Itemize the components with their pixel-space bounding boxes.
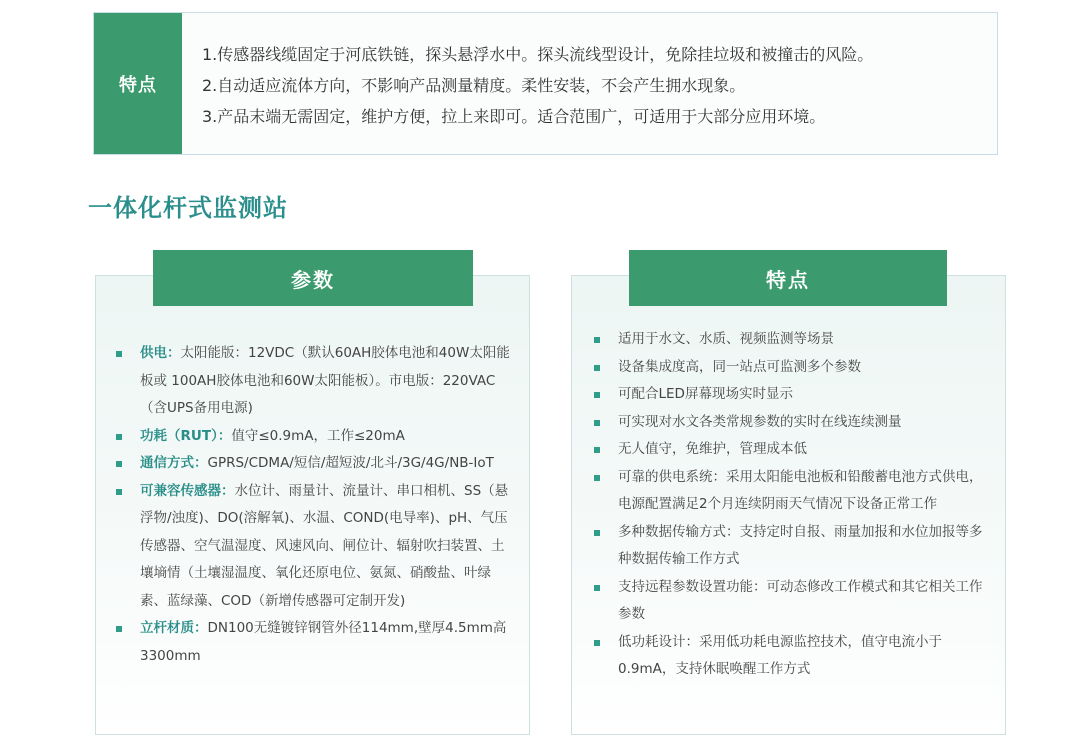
- feature-item: [590, 381, 993, 409]
- square-bullet-icon: [594, 640, 600, 646]
- square-bullet-icon: [594, 530, 600, 536]
- params-list: [114, 340, 517, 670]
- param-key: 可兼容传感器：: [140, 482, 235, 499]
- param-key: 供电：: [140, 345, 181, 361]
- square-bullet-icon: [594, 365, 600, 371]
- feature-text: 支持远程参数设置功能：可动态修改工作模式和其它相关工作参数: [618, 578, 983, 622]
- top-features-lines: [202, 39, 987, 132]
- param-item: [114, 450, 517, 478]
- param-key: 功耗（RUT）：: [140, 427, 232, 444]
- params-panel: [95, 267, 530, 735]
- section-title: 一体化杆式监测站: [88, 194, 288, 222]
- param-value: GPRS/CDMA/短信/超短波/北斗/3G/4G/NB-IoT: [207, 455, 494, 471]
- param-item: [114, 478, 517, 616]
- square-bullet-icon: [116, 461, 122, 467]
- feature-item: [590, 326, 993, 354]
- square-bullet-icon: [594, 475, 600, 481]
- param-value: 水位计、雨量计、流量计、串口相机、SS（悬浮物/浊度)、DO(溶解氧)、水温、COND(电导率)、pH、气压传感器、空气温湿度、风速风向、闸位计、辐射吹扫装置、土壤墒情（土壤湿温度、氧化还原电位、氨氮、硝酸盐、叶绿素、蓝绿藻、COD（新增传感器可定制开发): [140, 482, 509, 609]
- square-bullet-icon: [594, 447, 600, 453]
- top-feature-line: 3.产品末端无需固定，维护方便，拉上来即可。适合范围广，可适用于大部分应用环境。: [202, 107, 826, 126]
- feature-text: 无人值守，免维护，管理成本低: [618, 441, 807, 457]
- square-bullet-icon: [594, 392, 600, 398]
- feature-text: 可实现对水文各类常规参数的实时在线连续测量: [618, 413, 902, 430]
- square-bullet-icon: [116, 489, 122, 495]
- features-list: [590, 326, 993, 684]
- param-value: DN100无缝镀锌钢管外径114mm,壁厚4.5mm高3300mm: [140, 620, 507, 664]
- params-header: 参数: [153, 250, 473, 306]
- feature-text: 可配合LED屏幕现场实时显示: [618, 386, 793, 402]
- feature-item: [590, 519, 993, 574]
- param-item: [114, 615, 517, 670]
- param-value: 值守≤0.9mA，工作≤20mA: [231, 427, 405, 444]
- param-key: 通信方式：: [140, 455, 208, 471]
- param-item: [114, 423, 517, 451]
- feature-text: 多种数据传输方式：支持定时自报、雨量加报和水位加报等多种数据传输工作方式: [618, 523, 983, 567]
- top-feature-line: 1.传感器线缆固定于河底铁链，探头悬浮水中。探头流线型设计，免除挂垃圾和被撞击的风险。: [202, 45, 874, 64]
- top-feature-line: 2.自动适应流体方向，不影响产品测量精度。柔性安装，不会产生拥水现象。: [202, 76, 746, 95]
- features-panel: [571, 267, 1006, 735]
- top-features-box: [93, 12, 998, 155]
- feature-text: 可靠的供电系统：采用太阳能电池板和铅酸蓄电池方式供电，电源配置满足2个月连续阴雨天气情况下设备正常工作: [618, 468, 983, 512]
- feature-item: [590, 629, 993, 684]
- feature-item: [590, 436, 993, 464]
- param-value: 太阳能版：12VDC（默认60AH胶体电池和40W太阳能板或 100AH胶体电池和60W太阳能板）。市电版：220VAC（含UPS备用电源): [140, 345, 510, 416]
- square-bullet-icon: [116, 434, 122, 440]
- features-header: 特点: [629, 250, 947, 306]
- feature-item: [590, 574, 993, 629]
- square-bullet-icon: [594, 585, 600, 591]
- feature-item: [590, 354, 993, 382]
- feature-item: [590, 464, 993, 519]
- square-bullet-icon: [594, 337, 600, 343]
- feature-text: 低功耗设计：采用低功耗电源监控技术，值守电流小于0.9mA，支持休眠唤醒工作方式: [618, 633, 942, 677]
- square-bullet-icon: [116, 626, 122, 632]
- param-item: [114, 340, 517, 423]
- feature-text: 设备集成度高，同一站点可监测多个参数: [618, 358, 861, 375]
- feature-text: 适用于水文、水质、视频监测等场景: [618, 331, 834, 347]
- feature-item: [590, 409, 993, 437]
- square-bullet-icon: [594, 420, 600, 426]
- square-bullet-icon: [116, 351, 122, 357]
- param-key: 立杆材质：: [140, 620, 208, 636]
- top-features-label: 特点: [94, 13, 182, 154]
